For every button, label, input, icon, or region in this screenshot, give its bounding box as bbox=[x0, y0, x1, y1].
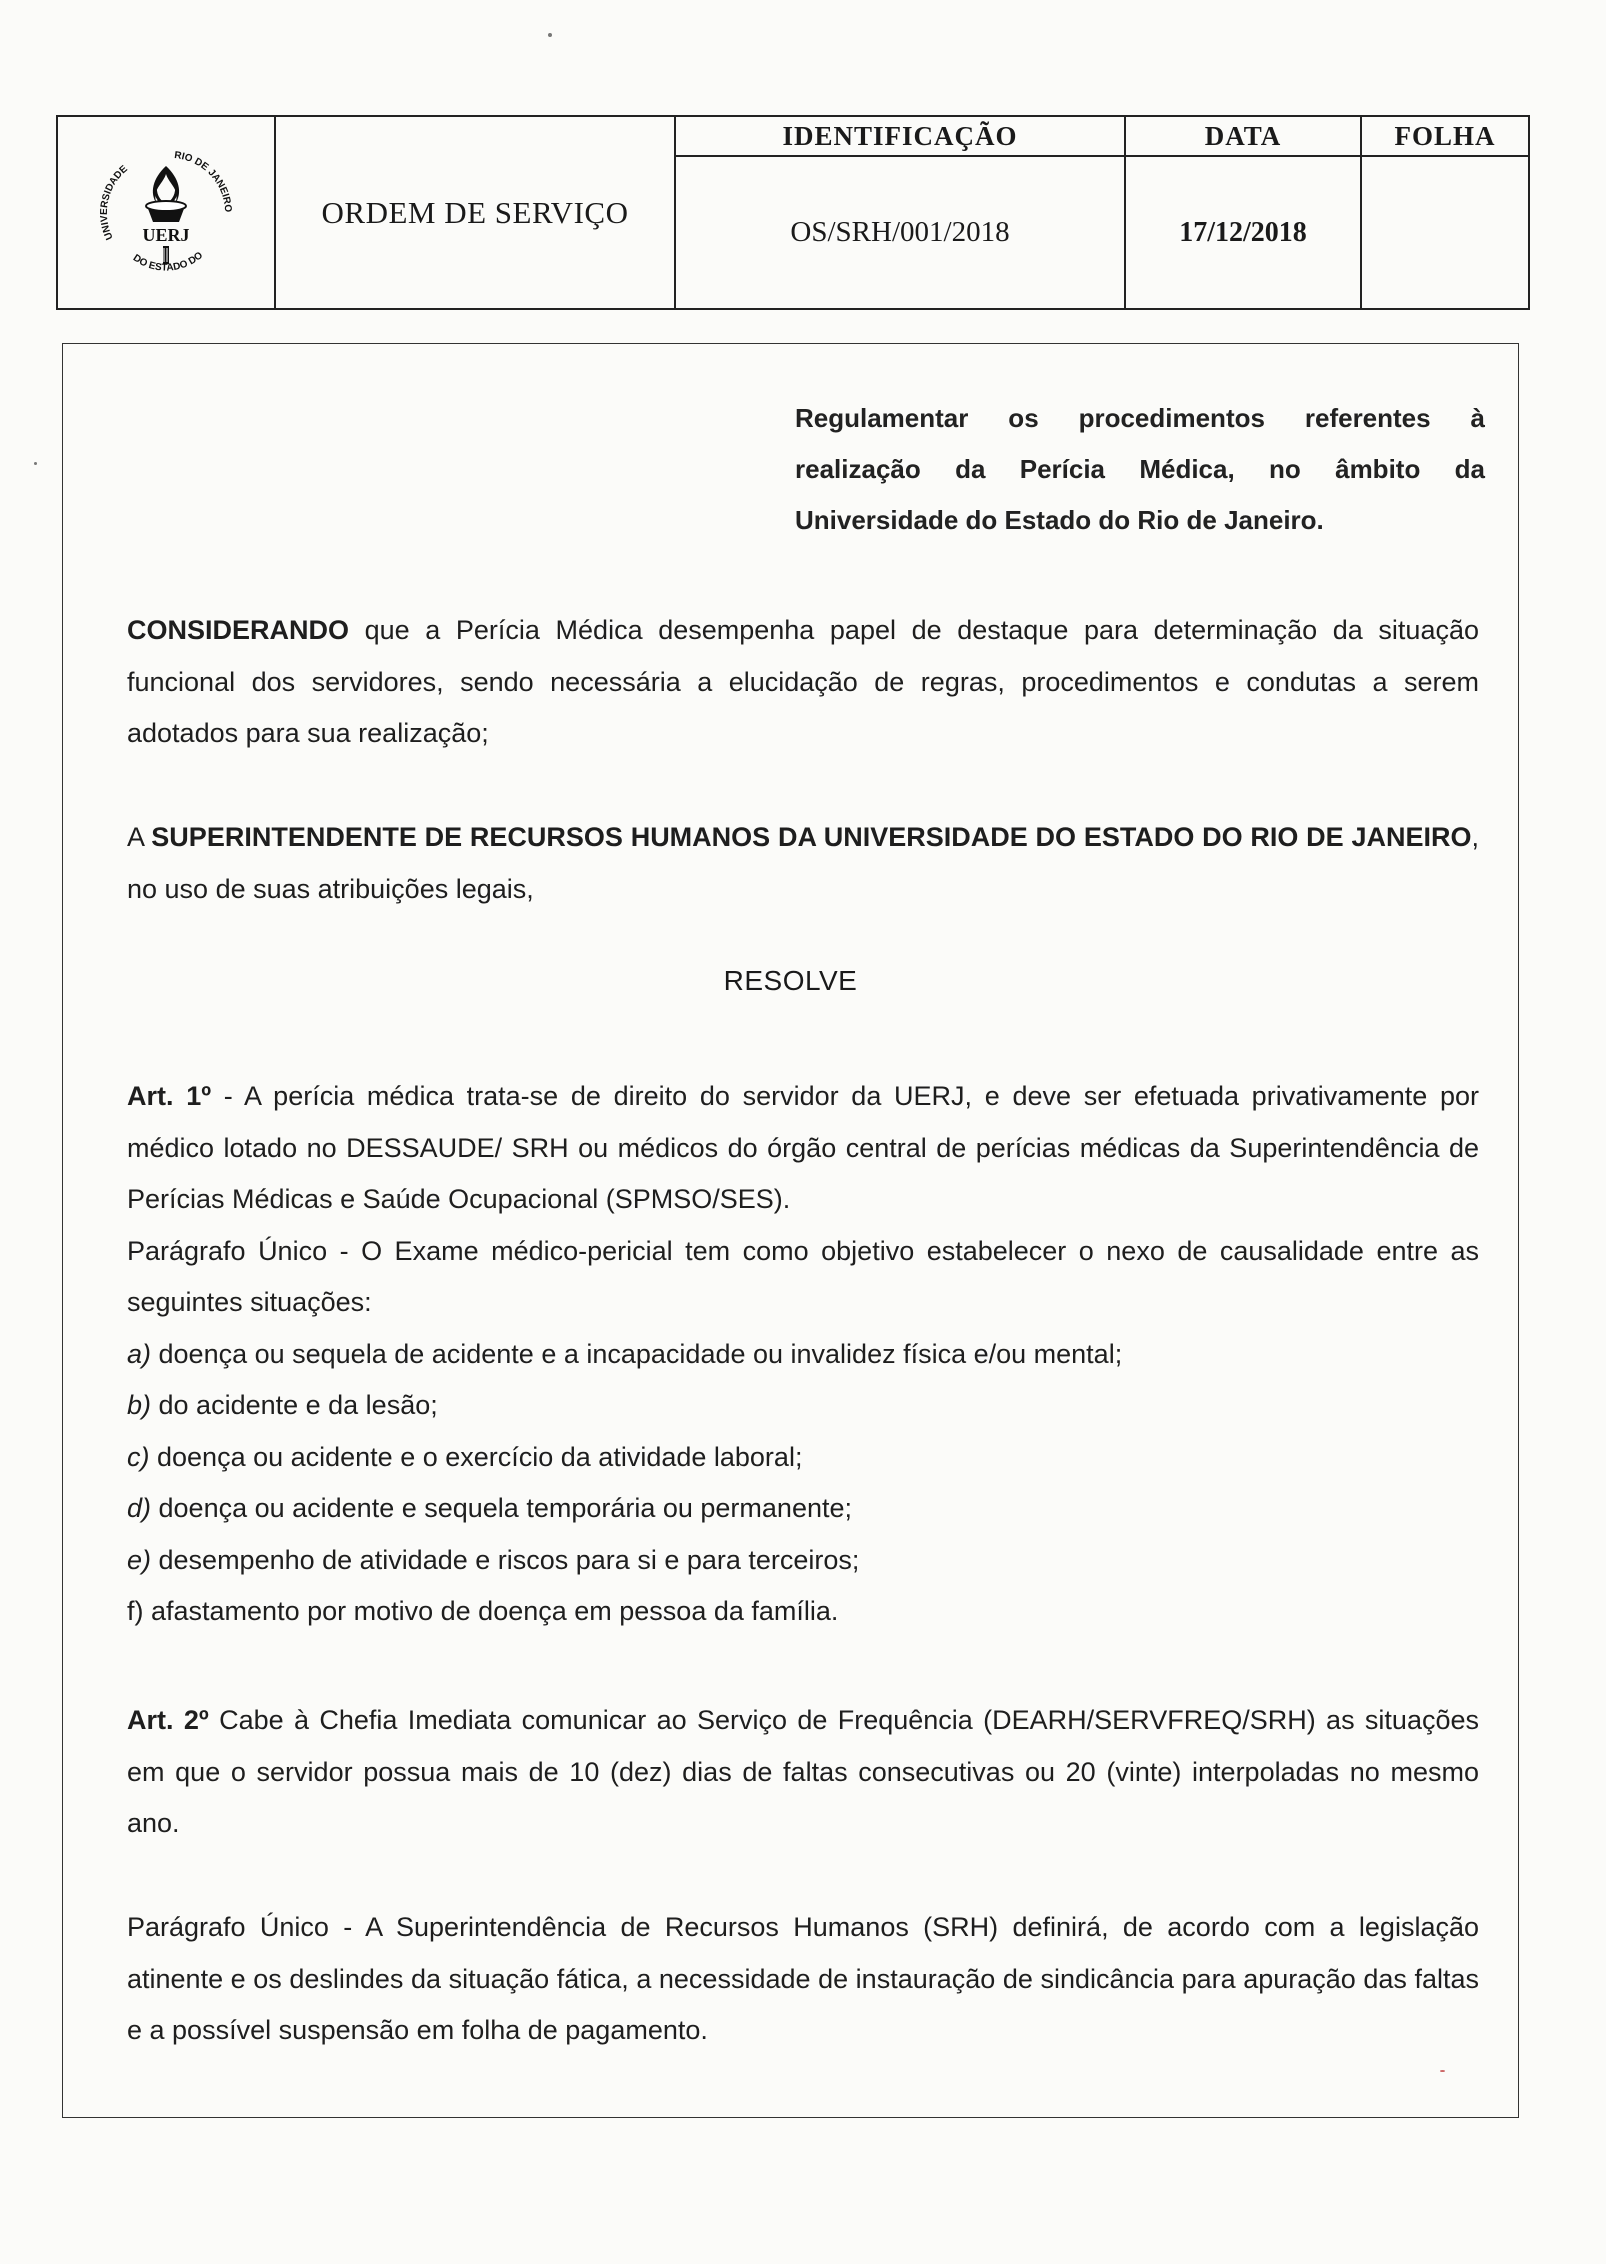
scan-speck bbox=[1440, 2070, 1445, 2072]
uerj-logo bbox=[91, 138, 241, 288]
list-item: e) desempenho de atividade e riscos para si e para terceiros; bbox=[127, 1544, 860, 1575]
article-2-paragraph: Parágrafo Único - A Superintendência de Recursos Humanos (SRH) definirá, de acordo com a legislação atinente e os deslindes da situação fática, a necessidade de instauração de sindicância para apuração das faltas e a possível suspensão em folha de pagamento. bbox=[127, 1912, 1479, 2045]
data-label: DATA bbox=[1126, 117, 1362, 157]
data-value: 17/12/2018 bbox=[1126, 157, 1362, 308]
considerando-text: que a Perícia Médica desempenha papel de destaque para determinação da situação funcional dos servidores, sendo necessária a elucidação de regras, procedimentos e condutas a serem adotados para sua realização; bbox=[127, 615, 1479, 748]
authority-suffix: , no uso de suas atribuições legais, bbox=[127, 822, 1479, 904]
art2-label: Art. 2º bbox=[127, 1705, 209, 1735]
logo-wordmark: UERJ bbox=[142, 224, 190, 245]
art1-text: - A perícia médica trata-se de direito do servidor da UERJ, e deve ser efetuada privativamente por médico lotado no DESSAUDE/ SRH ou médicos do órgão central de perícias médicas da Superintendência de Perícias Médicas e Saúde Ocupacional (SPMSO/SES). bbox=[127, 1081, 1479, 1214]
svg-text:UNIVERSIDADE: UNIVERSIDADE bbox=[98, 163, 130, 241]
list-item: f) afastamento por motivo de doença em pessoa da família. bbox=[127, 1596, 839, 1626]
svg-text:DO ESTADO DO: DO ESTADO DO bbox=[130, 249, 206, 274]
scan-speck bbox=[548, 33, 552, 37]
art1-paragraph: Parágrafo Único - O Exame médico-pericial tem como objetivo estabelecer o nexo de causalidade entre as seguintes situações: bbox=[127, 1235, 1479, 1317]
identificacao-value: OS/SRH/001/2018 bbox=[676, 157, 1126, 308]
svg-text:RIO DE JANEIRO: RIO DE JANEIRO bbox=[173, 149, 234, 213]
document-subject: Regulamentar os procedimentos referentes à realização da Perícia Médica, no âmbito da Universidade do Estado do Rio de Janeiro. bbox=[795, 403, 1485, 535]
considerando-lead: CONSIDERANDO bbox=[127, 615, 350, 645]
art1-label: Art. 1º bbox=[127, 1081, 212, 1111]
list-item: b) do acidente e da lesão; bbox=[127, 1390, 438, 1420]
folha-value bbox=[1362, 157, 1528, 308]
list-item: d) doença ou acidente e sequela temporária ou permanente; bbox=[127, 1493, 853, 1523]
article-1 bbox=[127, 1071, 1479, 1638]
identificacao-label: IDENTIFICAÇÃO bbox=[676, 117, 1126, 157]
document-type: ORDEM DE SERVIÇO bbox=[276, 117, 676, 308]
authority-paragraph bbox=[127, 812, 1479, 915]
article-2 bbox=[127, 1695, 1479, 1850]
considerando-paragraph bbox=[127, 605, 1479, 760]
list-item: a) doença ou sequela de acidente e a incapacidade ou invalidez física e/ou mental; bbox=[127, 1338, 1123, 1369]
authority-name: SUPERINTENDENTE DE RECURSOS HUMANOS DA UNIVERSIDADE DO ESTADO DO RIO DE JANEIRO bbox=[151, 822, 1472, 852]
art2-text: Cabe à Chefia Imediata comunicar ao Serviço de Frequência (DEARH/SERVFREQ/SRH) as situações em que o servidor possua mais de 10 (dez) dias de faltas consecutivas ou 20 (vinte) interpoladas no mesmo ano. bbox=[127, 1705, 1479, 1838]
authority-prefix: A bbox=[127, 822, 152, 852]
list-item: c) doença ou acidente e o exercício da atividade laboral; bbox=[127, 1441, 803, 1472]
scan-speck bbox=[34, 462, 37, 465]
folha-label: FOLHA bbox=[1362, 117, 1528, 157]
resolve-heading: RESOLVE bbox=[723, 965, 858, 996]
document-header bbox=[56, 115, 1530, 310]
art1-body bbox=[127, 1081, 1479, 1214]
logo-cell bbox=[58, 117, 276, 308]
